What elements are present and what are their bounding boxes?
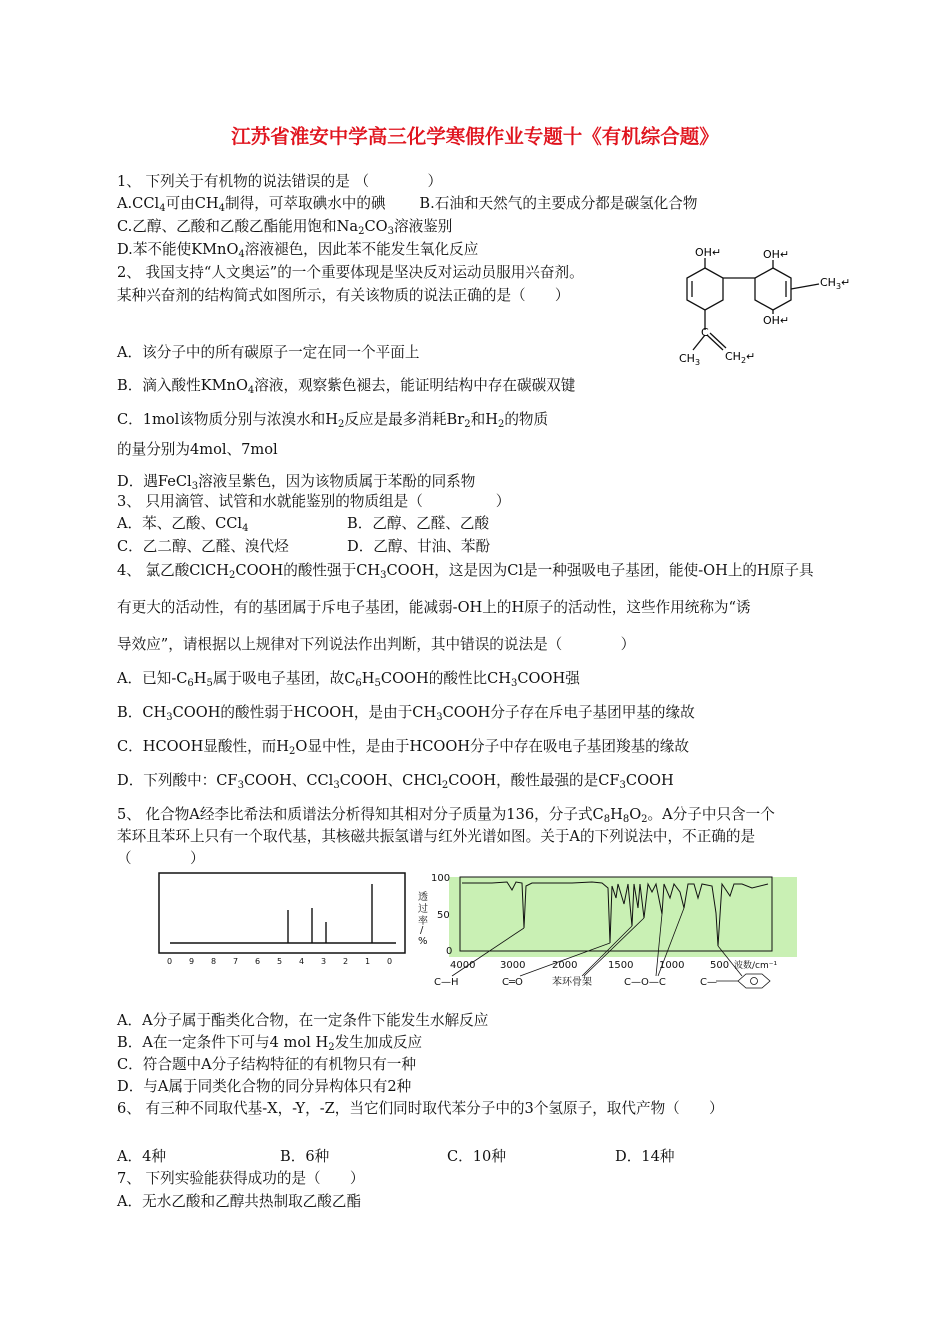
c-label: C: [701, 326, 709, 339]
q3-option-a: A．苯、乙酸、CCl$_4$: [117, 515, 249, 534]
q5-stem-line3: （ ）: [117, 850, 205, 867]
nmr-spectrum: [158, 872, 408, 968]
ir-annotation-co: C═O: [502, 977, 523, 988]
ir-annotation-ring: 苯环骨架: [552, 977, 592, 988]
ir-y-tick: 100: [431, 873, 451, 884]
q7-option-a: A．无水乙酸和乙醇共热制取乙酸乙酯: [117, 1193, 362, 1210]
benzene-ring-icon: [738, 974, 770, 988]
nmr-tick: 2: [343, 957, 349, 966]
q5-option-d: D．与A属于同类化合物的同分异构体只有2种: [117, 1078, 412, 1095]
q4-option-b: B．$CH_3COOH$的酸性弱于HCOOH，是由于$CH_3COOH$分子存在斥电子基团甲基的缘故: [117, 704, 695, 723]
q6-option-a: A．4种: [117, 1148, 167, 1165]
q5-option-c: C．符合题中A分子结构特征的有机物只有一种: [117, 1056, 416, 1073]
q4-option-a: A．已知$-C_6H_5$属于吸电子基团，故$C_6H_5COOH$的酸性比$CH_3COOH$强: [117, 670, 580, 689]
ir-y-label: 率: [418, 916, 428, 927]
ir-x-tick: 1500: [608, 960, 634, 971]
nmr-tick: 4: [299, 957, 305, 966]
q3-stem: 3、 只用滴管、试管和水就能鉴别的物质组是（ ）: [117, 493, 511, 510]
q6-option-b: B．6种: [280, 1148, 330, 1165]
page-title: 江苏省淮安中学高三化学寒假作业专题十《有机综合题》: [231, 125, 719, 148]
q4-stem-line3: 导效应”，请根据以上规律对下列说法作出判断，其中错误的说法是（ ）: [117, 636, 636, 653]
ir-y-label: /: [420, 925, 424, 936]
oh-label-2: OH↵: [763, 248, 790, 261]
ir-annotation-coc: C—O—C: [624, 977, 666, 988]
ir-y-label: 过: [418, 904, 428, 915]
ir-x-tick: 1000: [659, 960, 685, 971]
q2-stem-line1: 2、 我国支持“人文奥运”的一个重要体现是坚决反对运动员服用兴奋剂。: [117, 264, 584, 281]
q6-stem: 6、 有三种不同取代基-X，-Y，-Z，当它们同时取代苯分子中的3个氢原子，取代产物（ ）: [117, 1100, 724, 1117]
q4-option-d: D．下列酸中：$CF_3COOH$、CCl$_3$COOH、CHCl$_2$COOH，酸性最强的是$CF_3COOH$: [117, 772, 674, 791]
ch2-label: $CH_2↵$: [725, 350, 756, 365]
q1-stem: 1、 下列关于有机物的说法错误的是 （ ）: [117, 173, 443, 190]
q2-option-c-line1: C．1mol该物质分别与浓溴水和$H_2$反应是最多消耗$Br_2$和$H_2$的物质: [117, 411, 549, 430]
ch3-label-right: $CH_3↵$: [820, 276, 851, 291]
q3-option-b: B．乙醇、乙醛、乙酸: [347, 515, 490, 532]
ir-plot-background: [449, 877, 797, 957]
q2-option-c-line2: 的量分别为4mol、7mol: [117, 441, 278, 458]
ir-annotation-c-phenyl: C—: [700, 977, 717, 988]
q1-option-c: C.乙醇、乙酸和乙酸乙酯能用饱和$Na_2CO_3$溶液鉴别: [117, 218, 453, 237]
stimulant-structure-diagram: [675, 240, 860, 370]
q2-stem-line2: 某种兴奋剂的结构简式如图所示，有关该物质的说法正确的是（ ）: [117, 287, 570, 304]
nmr-tick: 6: [255, 957, 261, 966]
oh-label-1: OH↵: [695, 246, 722, 259]
nmr-tick: 9: [189, 957, 195, 966]
q4-option-c: C．HCOOH显酸性，而$H_2O$显中性，是由于HCOOH分子中存在吸电子基团羧基的缘故: [117, 738, 689, 757]
ir-x-tick: 3000: [500, 960, 526, 971]
q5-stem-line2: 苯环且苯环上只有一个取代基，其核磁共振氢谱与红外光谱如图。关于A的下列说法中，不正确的是: [117, 828, 756, 845]
ir-x-tick: 500: [710, 960, 730, 971]
nmr-tick: 8: [211, 957, 217, 966]
ir-y-label: %: [418, 936, 428, 947]
nmr-tick: 7: [233, 957, 239, 966]
q2-option-a: A．该分子中的所有碳原子一定在同一个平面上: [117, 344, 420, 361]
ir-x-tick: 2000: [552, 960, 578, 971]
q6-option-d: D．14种: [615, 1148, 675, 1165]
ir-y-tick: 0: [446, 946, 453, 957]
ir-x-tick: 4000: [450, 960, 476, 971]
q7-stem: 7、 下列实验能获得成功的是（ ）: [117, 1170, 365, 1187]
q4-stem-line1: 4、 氯乙酸ClCH$_2$COOH的酸性强于$CH_3COOH$，这是因为Cl是一种强吸电子基团，能使-OH上的H原子具: [117, 562, 814, 581]
ir-y-tick: 50: [437, 910, 450, 921]
q5-option-a: A．A分子属于酯类化合物，在一定条件下能发生水解反应: [117, 1012, 489, 1029]
nmr-tick: 1: [365, 957, 371, 966]
oh-label-3: OH↵: [763, 314, 790, 327]
nmr-tick: 3: [321, 957, 327, 966]
q6-option-c: C．10种: [447, 1148, 506, 1165]
q1-option-d: D.苯不能使KMnO$_4$溶液褪色，因此苯不能发生氧化反应: [117, 241, 479, 260]
q1-options-ab: A.CCl$_4$可由$CH_4$制得，可萃取碘水中的碘 B.石油和天然气的主要成分都是碳氢化合物: [117, 195, 698, 214]
q2-option-d: D．遇FeCl$_3$溶液呈紫色，因为该物质属于苯酚的同系物: [117, 473, 476, 492]
ir-y-label: 透: [418, 892, 428, 903]
ir-annotation-ch: C—H: [434, 977, 459, 988]
ir-x-unit: 波数/cm⁻¹: [734, 961, 778, 971]
q3-option-c: C．乙二醇、乙醛、溴代烃: [117, 538, 289, 555]
q2-option-b: B．滴入酸性KMnO$_4$溶液，观察紫色褪去，能证明结构中存在碳碳双键: [117, 377, 576, 396]
nmr-tick: 0: [167, 957, 173, 966]
q4-stem-line2: 有更大的活动性，有的基团属于斥电子基团，能减弱-OH上的H原子的活动性，这些作用统称为“诱: [117, 599, 751, 616]
q5-option-b: B．A在一定条件下可与4 mol $H_2$发生加成反应: [117, 1034, 423, 1053]
ch3-label-bottom: $CH_3$: [679, 352, 701, 367]
q5-stem-line1: 5、 化合物A经李比希法和质谱法分析得知其相对分子质量为136，分子式$C_8H_8O_2$。A分子中只含一个: [117, 806, 775, 825]
ir-spectrum: [412, 868, 812, 994]
nmr-tick: 0: [387, 957, 393, 966]
q3-option-d: D．乙醇、甘油、苯酚: [347, 538, 491, 555]
nmr-tick: 5: [277, 957, 283, 966]
